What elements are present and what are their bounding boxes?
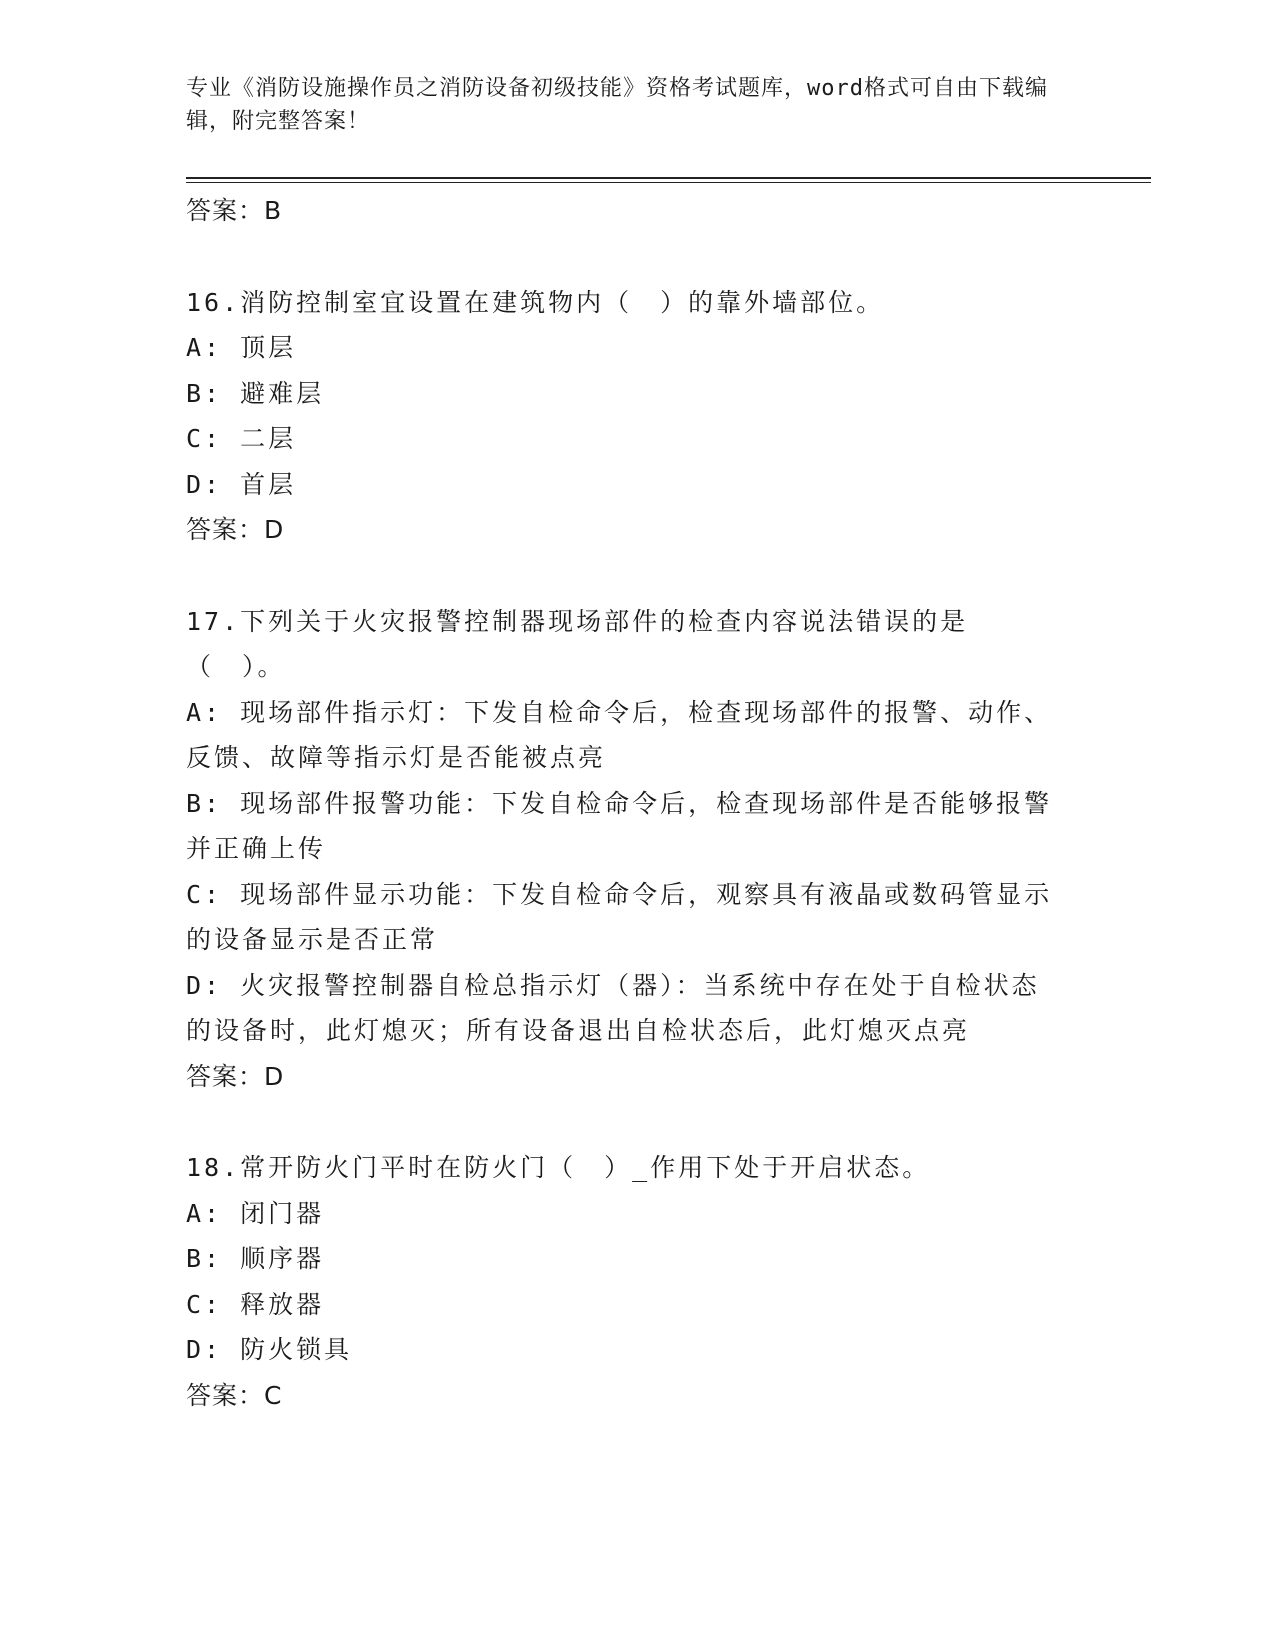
- question-answer: 答案：C: [186, 1380, 283, 1410]
- option-c: C: 现场部件显示功能：下发自检命令后，观察具有液晶或数码管显示的设备显示是否正常: [186, 879, 1053, 954]
- option-a: A: 闭门器: [186, 1198, 325, 1228]
- option-b: B: 避难层: [186, 378, 325, 408]
- header-rule-thin: [186, 182, 1151, 183]
- question-17: [186, 599, 1066, 1100]
- option-c: C: 释放器: [186, 1289, 325, 1319]
- option-c: C: 二层: [186, 424, 297, 453]
- header-rule-thick: [186, 177, 1151, 179]
- question-18: [186, 1145, 1066, 1418]
- option-d: D: 防火锁具: [186, 1335, 353, 1364]
- page-header: 专业《消防设施操作员之消防设备初级技能》资格考试题库，word格式可自由下载编辑，附完整答案！: [186, 76, 1048, 134]
- question-16: [186, 280, 1066, 553]
- question-answer: 答案：D: [186, 515, 285, 544]
- option-d: D: 火灾报警控制器自检总指示灯（器）：当系统中存在处于自检状态的设备时，此灯熄灭；所有设备退出自检状态后，此灯熄灭点亮: [186, 970, 1040, 1045]
- question-list: [186, 188, 1066, 1418]
- option-a: A: 顶层: [186, 333, 297, 362]
- question-stem: 17.下列关于火灾报警控制器现场部件的检查内容说法错误的是（ ）。: [186, 606, 969, 681]
- question-stem: 16.消防控制室宜设置在建筑物内（ ）的靠外墙部位。: [186, 287, 885, 317]
- option-a: A: 现场部件指示灯：下发自检命令后，检查现场部件的报警、动作、反馈、故障等指示灯是否能被点亮: [186, 697, 1053, 772]
- option-b: B: 现场部件报警功能：下发自检命令后，检查现场部件是否能够报警并正确上传: [186, 788, 1053, 863]
- question-answer: 答案：D: [186, 1061, 285, 1091]
- option-d: D: 首层: [186, 469, 297, 499]
- question-stem: 18.常开防火门平时在防火门（ ）_作用下处于开启状态。: [186, 1153, 931, 1182]
- previous-answer: 答案：B: [186, 196, 283, 225]
- option-b: B: 顺序器: [186, 1244, 325, 1273]
